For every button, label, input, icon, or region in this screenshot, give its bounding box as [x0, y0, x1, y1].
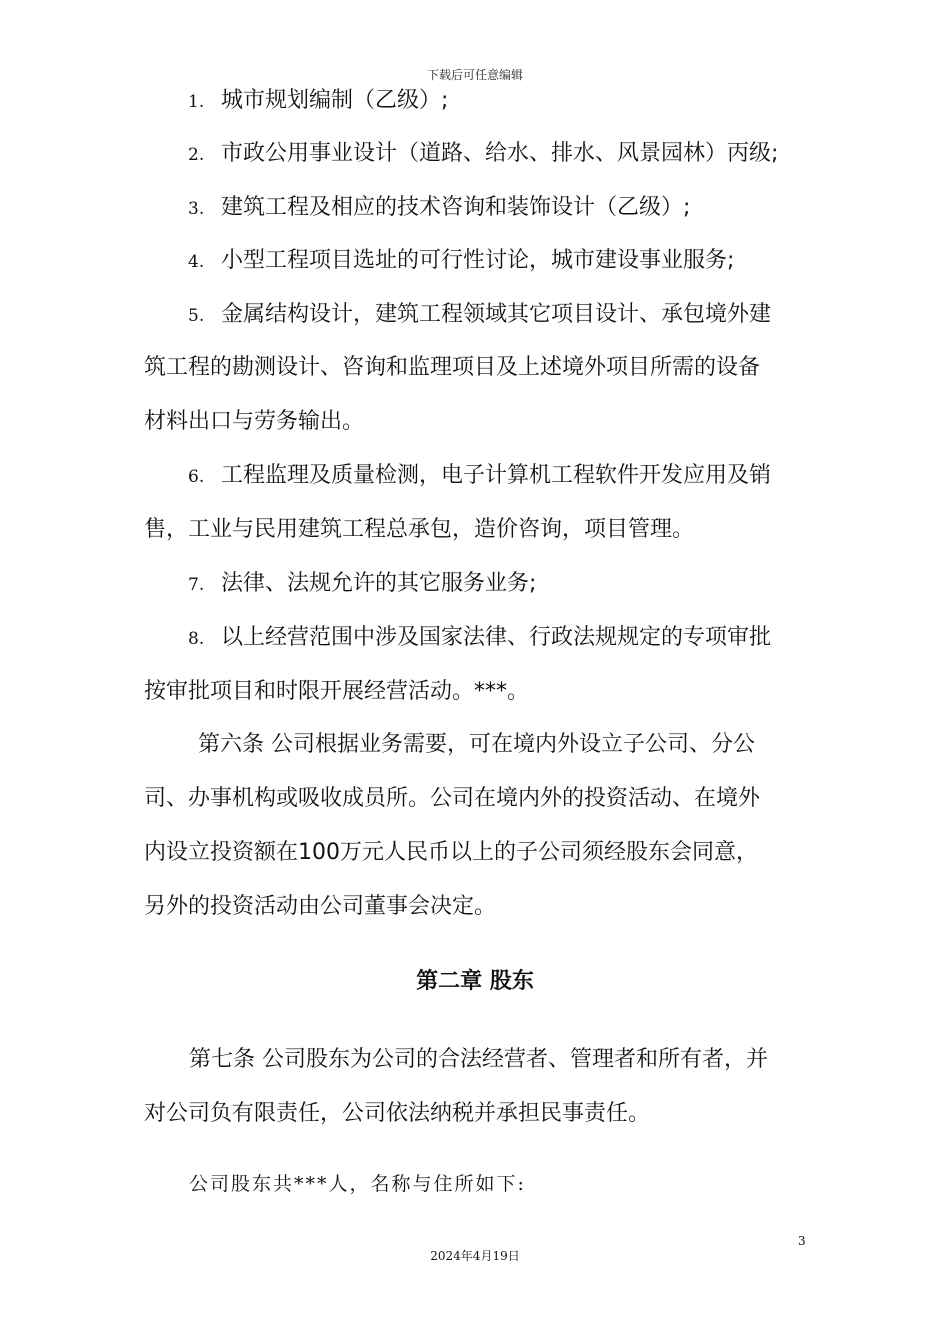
item-text: 金属结构设计，建筑工程领域其它项目设计、承包境外建: [221, 302, 772, 327]
item-continuation: 筑工程的勘测设计、咨询和监理项目及上述境外项目所需的设备: [144, 355, 761, 380]
article-6-line: 内设立投资额在100万元人民币以上的子公司须经股东会同意，: [144, 840, 758, 865]
list-item: [188, 461, 771, 492]
item-continuation: 材料出口与劳务输出。: [144, 409, 365, 434]
item-text: 工程监理及质量检测，电子计算机工程软件开发应用及销: [221, 463, 772, 488]
chapter-heading: 第二章 股东: [416, 969, 534, 994]
list-item: [188, 193, 690, 224]
article-6-first-line: 第六条 公司根据业务需要，可在境内外设立子公司、分公: [198, 732, 755, 757]
item-number: 5.: [188, 306, 205, 326]
footer-date: 2024年4月19日: [430, 1249, 520, 1263]
list-item: [188, 86, 448, 117]
list-item: [188, 300, 771, 331]
item-number: 3.: [188, 199, 205, 219]
list-item: [188, 569, 536, 600]
item-text: 建筑工程及相应的技术咨询和装饰设计（乙级）;: [221, 195, 691, 220]
article-7-first-line: 第七条 公司股东为公司的合法经营者、管理者和所有者，并: [189, 1047, 768, 1072]
item-text: 以上经营范围中涉及国家法律、行政法规规定的专项审批: [221, 625, 772, 650]
item-number: 1.: [188, 92, 205, 112]
article-6-line: 司、办事机构或吸收成员所。公司在境内外的投资活动、在境外: [144, 786, 761, 811]
article-7-line: 对公司负有限责任，公司依法纳税并承担民事责任。: [144, 1101, 651, 1126]
item-number: 4.: [188, 252, 205, 272]
shareholders-line: 公司股东共***人，名称与住所如下:: [189, 1173, 526, 1195]
list-item: [188, 139, 778, 170]
item-text: 城市规划编制（乙级）;: [221, 88, 449, 113]
item-number: 8.: [188, 629, 205, 649]
page-header: 下载后可任意编辑: [426, 68, 523, 82]
item-text: 市政公用事业设计（道路、给水、排水、风景园林）丙级;: [221, 141, 779, 166]
article-6-line: 另外的投资活动由公司董事会决定。: [144, 894, 497, 919]
item-number: 2.: [188, 145, 205, 165]
list-item: [188, 246, 734, 277]
item-continuation: 按审批项目和时限开展经营活动。***。: [144, 679, 530, 704]
item-number: 6.: [188, 467, 205, 487]
item-text: 法律、法规允许的其它服务业务;: [221, 571, 537, 596]
item-text: 小型工程项目选址的可行性讨论，城市建设事业服务;: [221, 248, 735, 273]
list-item: [188, 623, 771, 654]
page-number: 3: [798, 1234, 806, 1248]
item-number: 7.: [188, 575, 205, 595]
item-continuation: 售，工业与民用建筑工程总承包，造价咨询，项目管理。: [144, 517, 695, 542]
